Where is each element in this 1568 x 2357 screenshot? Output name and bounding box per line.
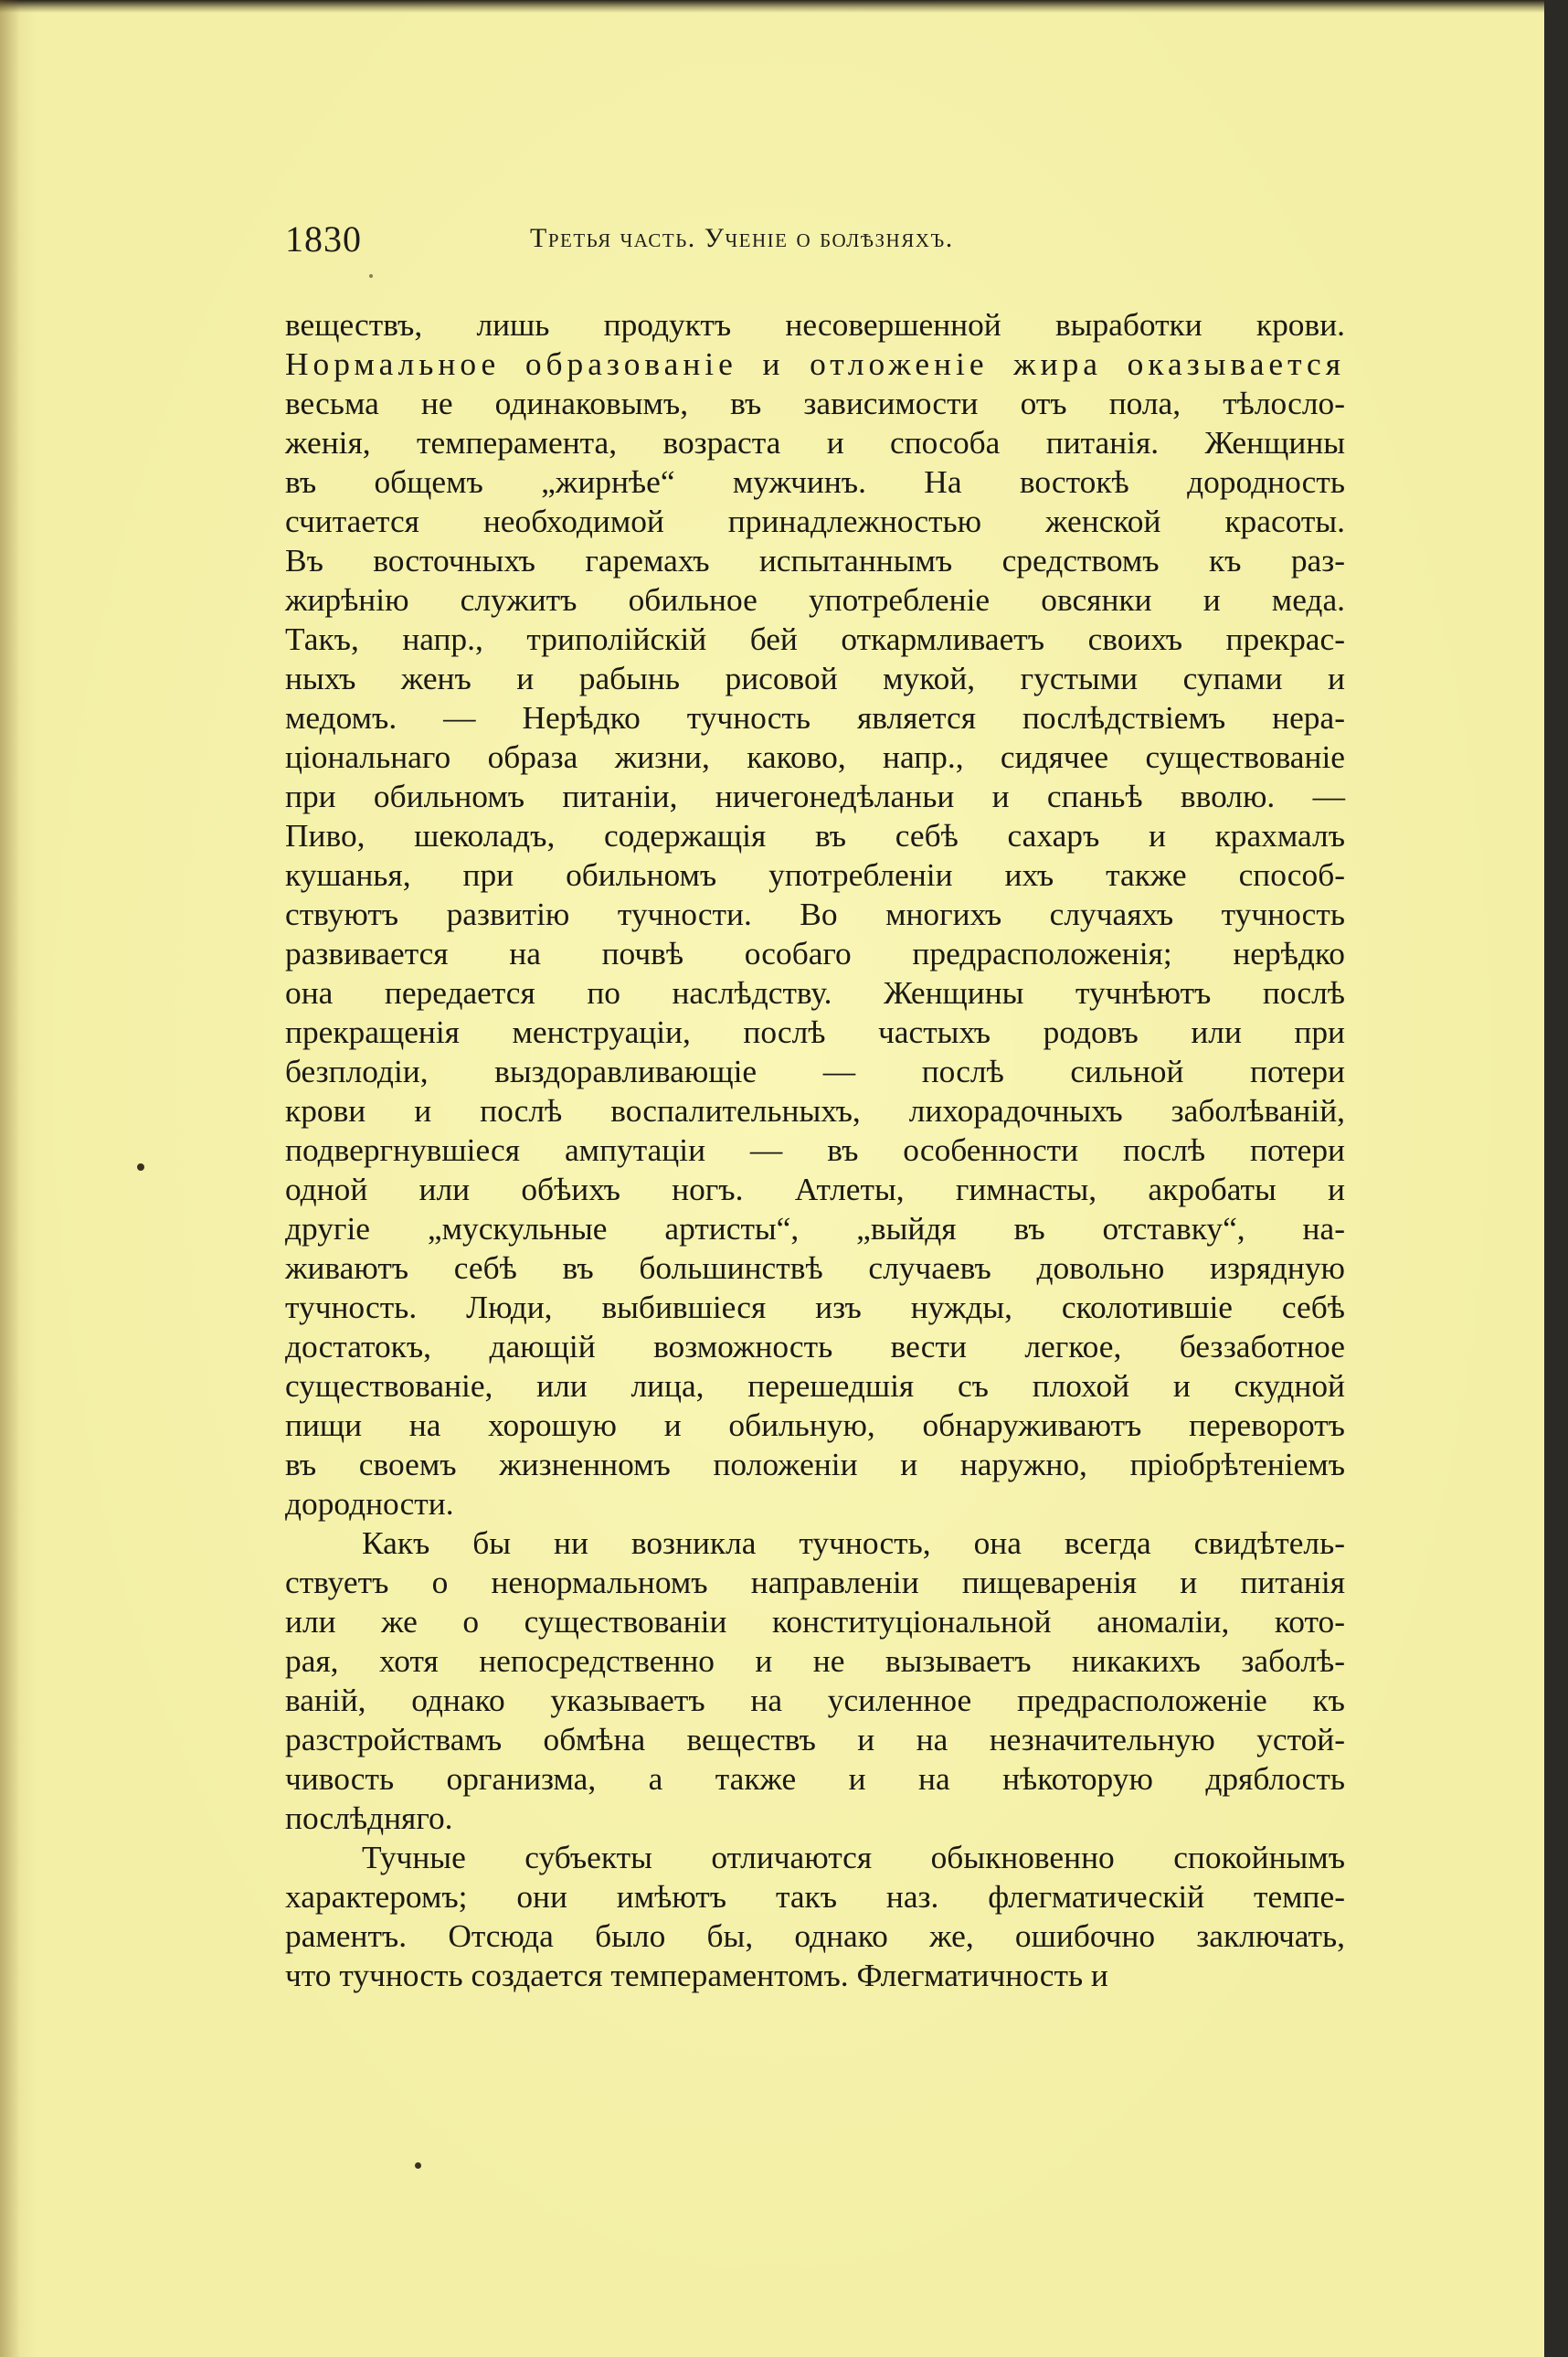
- text-line: живаютъ себѣ въ большинствѣ случаевъ довольно изрядную: [285, 1249, 1345, 1286]
- paragraph: [285, 305, 1345, 1524]
- text-line: Тучные субъекты отличаются обыкновенно спокойнымъ: [362, 1839, 1345, 1875]
- text-line: при обильномъ питаніи, ничегонедѣланьи и спаньѣ вволю. —: [285, 778, 1345, 814]
- text-line: подвергнувшіеся ампутаціи — въ особенности послѣ потери: [285, 1131, 1345, 1168]
- text-line: Въ восточныхъ гаремахъ испытаннымъ средствомъ къ раз-: [285, 542, 1345, 579]
- text-line: Такъ, напр., триполійскій бей откармливаетъ своихъ прекрас-: [285, 621, 1345, 657]
- text-line: весьма не одинаковымъ, въ зависимости отъ пола, тѣлосло-: [285, 385, 1345, 421]
- text-line: считается необходимой принадлежностью женской красоты.: [285, 503, 1345, 539]
- text-line: безплодіи, выздоравливающіе — послѣ сильной потери: [285, 1053, 1345, 1089]
- text-line: достатокъ, дающій возможность вести легкое, беззаботное: [285, 1328, 1345, 1364]
- text-line: ціональнаго образа жизни, каково, напр., сидячее существованіе: [285, 738, 1345, 775]
- text-line: чивость организма, а также и на нѣкоторую дряблость: [285, 1760, 1345, 1797]
- text-line: жирѣнію служитъ обильное употребленіе овсянки и меда.: [285, 581, 1345, 618]
- ink-spot: [415, 2162, 421, 2169]
- ink-spot: [137, 1163, 144, 1171]
- text-line: раментъ. Отсюда было бы, однако же, ошибочно заключать,: [285, 1917, 1345, 1954]
- binding-shadow: [0, 0, 20, 2357]
- scan-top-edge: [0, 0, 1544, 13]
- text-line: ваній, однако указываетъ на усиленное предрасположеніе къ: [285, 1682, 1345, 1718]
- text-line: тучность. Люди, выбившіеся изъ нужды, сколотившіе себѣ: [285, 1289, 1345, 1325]
- text-line: характеромъ; они имѣютъ такъ наз. флегматическій темпе-: [285, 1878, 1345, 1915]
- running-title: Третья часть. Ученіе о болѣзняхъ.: [530, 223, 954, 253]
- text-line: она передается по наслѣдству. Женщины тучнѣютъ послѣ: [285, 974, 1345, 1011]
- text-line: дородности.: [285, 1485, 454, 1522]
- text-line: кушанья, при обильномъ употребленіи ихъ также способ-: [285, 856, 1345, 893]
- text-line: развивается на почвѣ особаго предрасположенія; нерѣдко: [285, 935, 1345, 971]
- text-line: Нормальное образованіе и отложеніе жира оказывается: [285, 345, 1345, 382]
- text-line: пищи на хорошую и обильную, обнаруживаютъ переворотъ: [285, 1407, 1345, 1443]
- text-line: ствуютъ развитію тучности. Во многихъ случаяхъ тучность: [285, 896, 1345, 932]
- text-line: или же о существованіи конституціональной аномаліи, кото-: [285, 1603, 1345, 1640]
- text-line: что тучность создается темпераментомъ. Флегматичность и: [285, 1957, 1108, 1993]
- text-line: ствуетъ о ненормальномъ направленіи пищеваренія и питанія: [285, 1564, 1345, 1600]
- ink-spot: [369, 274, 373, 278]
- text-line: разстройствамъ обмѣна веществъ и на незначительную устой-: [285, 1721, 1345, 1757]
- text-line: одной или обѣихъ ногъ. Атлеты, гимнасты, акробаты и: [285, 1171, 1345, 1207]
- text-line: Какъ бы ни возникла тучность, она всегда свидѣтель-: [362, 1524, 1345, 1561]
- text-line: въ своемъ жизненномъ положеніи и наружно, пріобрѣтеніемъ: [285, 1446, 1345, 1482]
- text-line: медомъ. — Нерѣдко тучность является послѣдствіемъ нера-: [285, 699, 1345, 736]
- text-line: женія, темперамента, возраста и способа питанія. Женщины: [285, 424, 1345, 461]
- text-line: ныхъ женъ и рабынь рисовой мукой, густыми супами и: [285, 660, 1345, 696]
- text-line: Пиво, шеколадъ, содержащія въ себѣ сахаръ и крахмалъ: [285, 817, 1345, 854]
- page-number: 1830: [285, 218, 362, 260]
- body-text: [285, 305, 1345, 1995]
- text-line: рая, хотя непосредственно и не вызываетъ никакихъ заболѣ-: [285, 1642, 1345, 1679]
- text-line: послѣдняго.: [285, 1800, 453, 1836]
- text-line: прекращенія менструаціи, послѣ частыхъ родовъ или при: [285, 1014, 1345, 1050]
- text-line: другіе „мускульные артисты“, „выйдя въ отставку“, на-: [285, 1210, 1345, 1247]
- text-line: веществъ, лишь продуктъ несовершенной выработки крови.: [285, 306, 1345, 343]
- scan-right-edge: [1544, 0, 1568, 2357]
- text-line: въ общемъ „жирнѣе“ мужчинъ. На востокѣ дородность: [285, 463, 1345, 500]
- paragraph: [285, 1524, 1345, 1838]
- page-header: [285, 218, 1345, 272]
- paragraph: [285, 1838, 1345, 1995]
- text-line: крови и послѣ воспалительныхъ, лихорадочныхъ заболѣваній,: [285, 1092, 1345, 1129]
- text-line: существованіе, или лица, перешедшія съ плохой и скудной: [285, 1367, 1345, 1404]
